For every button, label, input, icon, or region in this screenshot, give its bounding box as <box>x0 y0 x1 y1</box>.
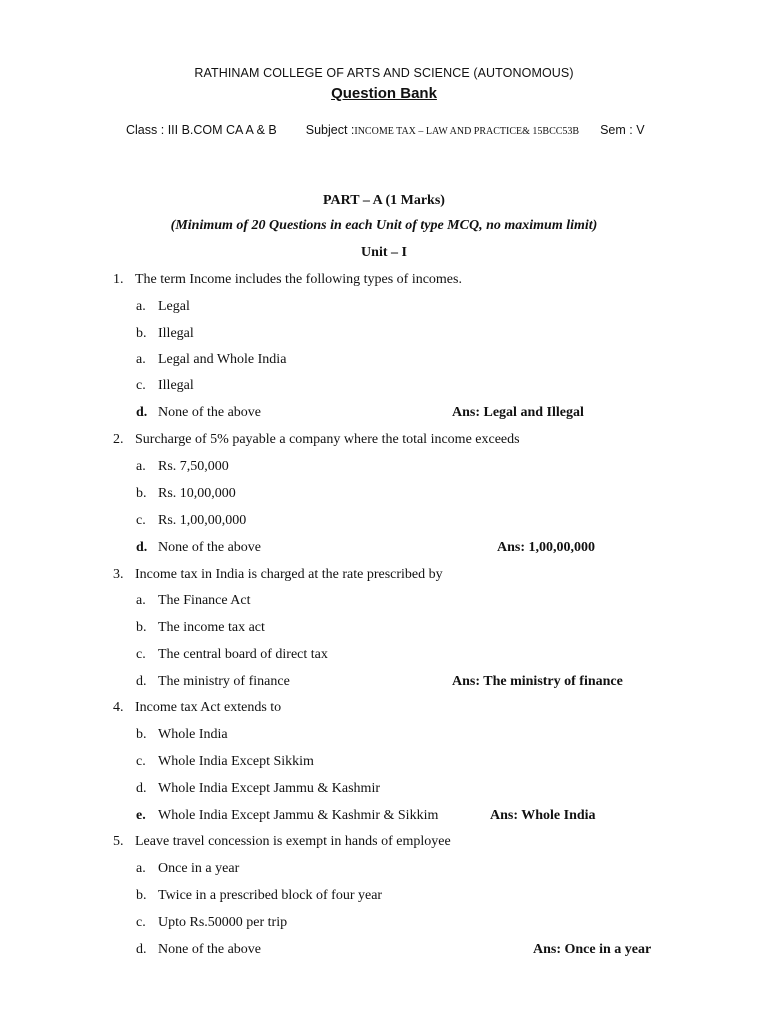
option-letter: a. <box>136 352 146 367</box>
option-text: The income tax act <box>158 620 265 635</box>
option-letter: c. <box>136 915 146 930</box>
class-label: Class : <box>126 123 165 137</box>
option-letter: b. <box>136 486 147 501</box>
option-text: Rs. 10,00,000 <box>158 486 236 501</box>
option-text: Legal and Whole India <box>158 352 287 367</box>
option-letter: c. <box>136 754 146 769</box>
option-letter: b. <box>136 326 147 341</box>
option-text: None of the above <box>158 540 262 555</box>
option-text: Rs. 1,00,00,000 <box>158 513 247 528</box>
option-text: None of the above <box>158 942 262 957</box>
question-text: Leave travel concession is exempt in hands of employee <box>135 834 451 849</box>
option-letter: a. <box>136 459 146 474</box>
option-text: Twice in a prescribed block of four year <box>158 888 383 903</box>
option-text: Whole India <box>158 727 228 742</box>
answer: Ans: Once in a year <box>533 942 652 957</box>
option-text: Illegal <box>158 378 194 393</box>
sem-value: V <box>636 123 645 137</box>
question-number: 3. <box>113 567 124 582</box>
option-letter: c. <box>136 378 146 393</box>
option-text: Upto Rs.50000 per trip <box>158 915 288 930</box>
option-text: Whole India Except Sikkim <box>158 754 314 769</box>
sem-label: Sem : <box>600 123 633 137</box>
option-letter: c. <box>136 647 146 662</box>
question-number: 2. <box>113 432 124 447</box>
option-letter: b. <box>136 727 147 742</box>
option-text: The Finance Act <box>158 593 251 608</box>
option-text: None of the above <box>158 405 262 420</box>
question-text: Income tax Act extends to <box>135 700 282 715</box>
part-heading: PART – A (1 Marks) <box>323 193 445 208</box>
answer: Ans: Whole India <box>490 808 596 823</box>
option-text: Once in a year <box>158 861 240 876</box>
option-letter: a. <box>136 593 146 608</box>
question-text: Surcharge of 5% payable a company where the total income exceeds <box>135 432 520 447</box>
question-number: 5. <box>113 834 124 849</box>
option-text: The central board of direct tax <box>158 647 328 662</box>
class-value: III B.COM CA A & B <box>167 123 277 137</box>
subject-label: Subject : <box>305 123 355 137</box>
option-letter: d. <box>136 540 148 555</box>
option-letter: a. <box>136 861 146 876</box>
option-letter: e. <box>136 808 146 823</box>
option-letter: d. <box>136 942 147 957</box>
option-text: Rs. 7,50,000 <box>158 459 229 474</box>
option-letter: b. <box>136 620 147 635</box>
option-letter: c. <box>136 513 146 528</box>
answer: Ans: The ministry of finance <box>452 674 623 689</box>
option-text: Legal <box>158 299 190 314</box>
question-number: 1. <box>113 272 124 287</box>
part-note: (Minimum of 20 Questions in each Unit of type MCQ, no maximum limit) <box>170 218 598 233</box>
option-letter: a. <box>136 299 146 314</box>
option-text: The ministry of finance <box>158 674 290 689</box>
document-title: Question Bank <box>331 85 437 102</box>
option-letter: d. <box>136 674 147 689</box>
option-letter: b. <box>136 888 147 903</box>
option-text: Whole India Except Jammu & Kashmir & Sikkim <box>158 808 439 823</box>
option-text: Whole India Except Jammu & Kashmir <box>158 781 380 796</box>
question-text: The term Income includes the following types of incomes. <box>135 272 462 287</box>
answer: Ans: 1,00,00,000 <box>497 540 596 555</box>
option-text: Illegal <box>158 326 194 341</box>
unit-heading: Unit – I <box>361 245 407 260</box>
question-text: Income tax in India is charged at the rate prescribed by <box>135 567 443 582</box>
college-name: RATHINAM COLLEGE OF ARTS AND SCIENCE (AUTONOMOUS) <box>194 66 574 80</box>
question-number: 4. <box>113 700 124 715</box>
option-letter: d. <box>136 781 147 796</box>
subject-value: INCOME TAX – LAW AND PRACTICE& 15BCC53B <box>354 126 580 137</box>
answer: Ans: Legal and Illegal <box>452 405 584 420</box>
option-letter: d. <box>136 405 148 420</box>
class-subject-line <box>126 123 645 137</box>
